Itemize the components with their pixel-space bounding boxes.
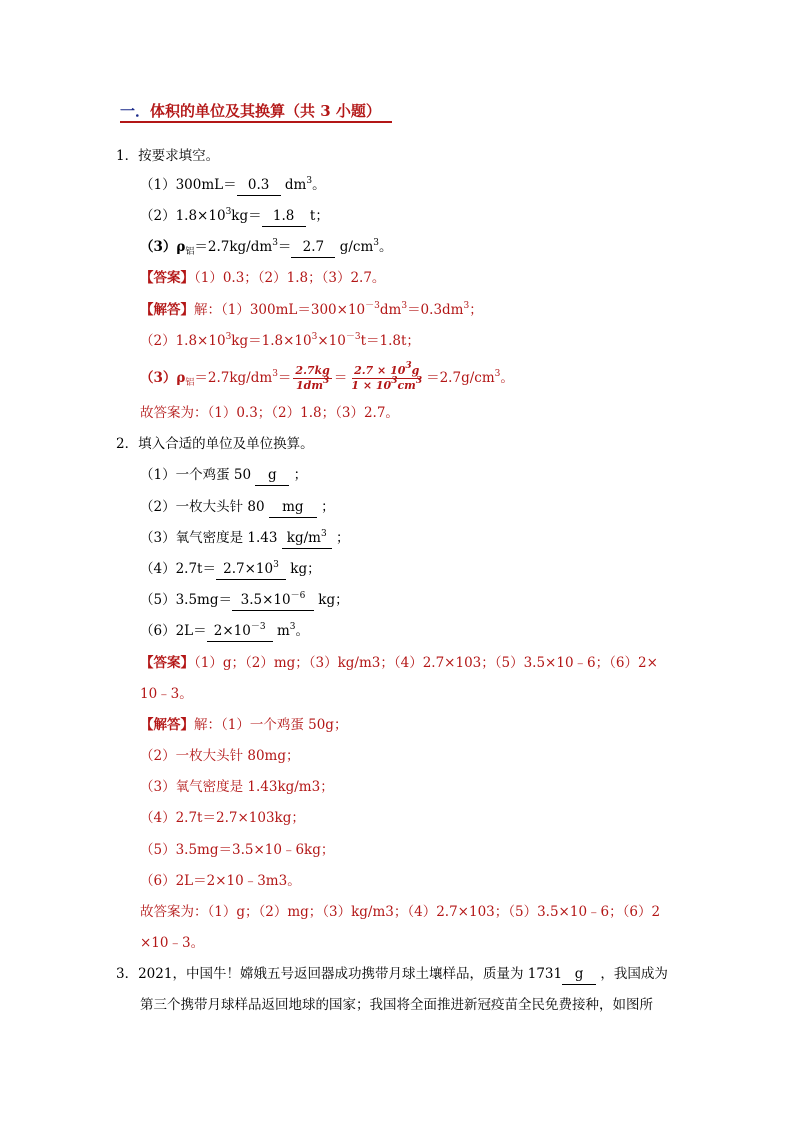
q3-line-2: 第三个携带月球样品返回地球的国家；我国将全面推进新冠疫苗全民免费接种，如图所	[140, 997, 653, 1013]
q2-solution-line-4: （4）2.7t＝2.7×103kg；	[140, 810, 305, 826]
q2-item-2: （2）一枚大头针 80 mg ；	[140, 497, 335, 518]
q2-item-5-blank: $3.5\times 10^{-6}$	[232, 590, 314, 611]
q2-answer-label: 【答案】	[140, 655, 194, 671]
q2-solution-line-6: （6）2L＝2×10﹣3m3。	[140, 873, 301, 889]
q2-solution-label: 【解答】	[140, 717, 194, 733]
fraction-2: $\frac{2.7 \times 10^3g}{1 \times 10^3cm^3}$	[351, 361, 423, 392]
q2-solution-line-3: （3）氧气密度是 1.43kg/m3；	[140, 779, 334, 795]
q2-item-6-blank: $2\times 10^{-3}$	[207, 621, 273, 642]
q2-item-6: $(6)2L= 2\times 10^{-3}$ $m^3$。	[140, 621, 309, 642]
section-title	[120, 100, 381, 122]
q1-item-1-blank: 0.3	[237, 175, 281, 196]
q2-item-4: $(4)2.7t= 2.7\times 10^3$ kg；	[140, 559, 321, 580]
q1-item-1: （1）300mL＝ 0.3 $dm^3$。	[140, 175, 326, 196]
q1-item-3-blank: 2.7	[291, 237, 335, 258]
q2-solution-line-1: 【解答】解：（1）一个鸡蛋 50g；	[140, 717, 348, 733]
fraction-1: $\frac{2.7kg}{1dm^3}$	[295, 364, 330, 392]
q2-stem: 2．填入合适的单位及单位换算。	[116, 436, 314, 452]
q2-item-1-blank: g	[255, 465, 289, 486]
section-number: 一．	[120, 102, 151, 120]
q2-conclusion-line-1: 故答案为：（1）g；（2）mg；（3）kg/m3；（4）2.7×103；（5）3.5×10﹣6；（6）2	[140, 904, 661, 920]
q2-item-3: （3）氧气密度是 1.43 $kg/m^3$ ；	[140, 528, 350, 549]
q2-solution-line-2: （2）一枚大头针 80mg；	[140, 748, 300, 764]
q2-answer-line-1: 【答案】（1）g；（2）mg；（3）kg/m3；（4）2.7×103；（5）3.5×10﹣6；（6）2×	[140, 655, 658, 671]
q2-item-4-blank: $2.7\times 10^3$	[216, 559, 286, 580]
q2-item-1: （1）一个鸡蛋 50 g ；	[140, 465, 307, 486]
q1-stem: 1．按要求填空。	[116, 148, 220, 164]
q1-item-3: $(3)\rho_铝=2.7kg/dm^3= 2.7$ $g/cm^3$。	[140, 238, 393, 257]
q2-item-2-blank: mg	[269, 497, 317, 518]
q1-solution-line-2: $(2)1.8\times 10^3kg=1.8\times 10^3\times 10^{-3}t=1.8t$；	[140, 332, 420, 349]
q1-item-2: $(2)1.8\times 10^3kg= 1.8$ t；	[140, 206, 329, 227]
q3-blank: g	[562, 964, 596, 985]
q2-item-3-blank: $kg/m^3$	[282, 528, 332, 549]
q2-answer-line-2: 10﹣3。	[140, 686, 193, 702]
q2-solution-line-5: （5）3.5mg＝3.5×10﹣6kg；	[140, 842, 335, 858]
q1-answer: 【答案】（1）0.3；（2）1.8；（3）2.7。	[140, 270, 386, 286]
q1-conclusion: 故答案为：（1）0.3；（2）1.8；（3）2.7。	[140, 405, 399, 421]
q3-line-1: 3．2021，中国牛！嫦娥五号返回器成功携带月球土壤样品，质量为 1731 g ，我国成为	[116, 964, 668, 985]
q1-answer-label: 【答案】	[140, 270, 194, 286]
q2-conclusion-line-2: ×10﹣3。	[140, 935, 205, 951]
q1-item-2-blank: 1.8	[262, 206, 306, 227]
section-title-text: 体积的单位及其换算（共 3 小题）	[150, 102, 381, 120]
section-title-underline	[120, 121, 392, 123]
q1-solution-line-3: $(3)\rho_铝=2.7kg/dm^3=$ $\frac{2.7kg}{1dm^3}$ ＝ $\frac{2.7 \times 10^3g}{1 \times 10^3cm^3}$ $=2.7g/cm^3$。	[140, 361, 514, 392]
q1-solution-label: 【解答】	[140, 302, 194, 318]
q1-solution-line-1: 【解答】解：$(1)300mL=300\times 10^{-3}dm^3=0.3dm^3$；	[140, 301, 483, 318]
q2-item-5: $(5)3.5mg= 3.5\times 10^{-6}$ kg；	[140, 590, 349, 611]
